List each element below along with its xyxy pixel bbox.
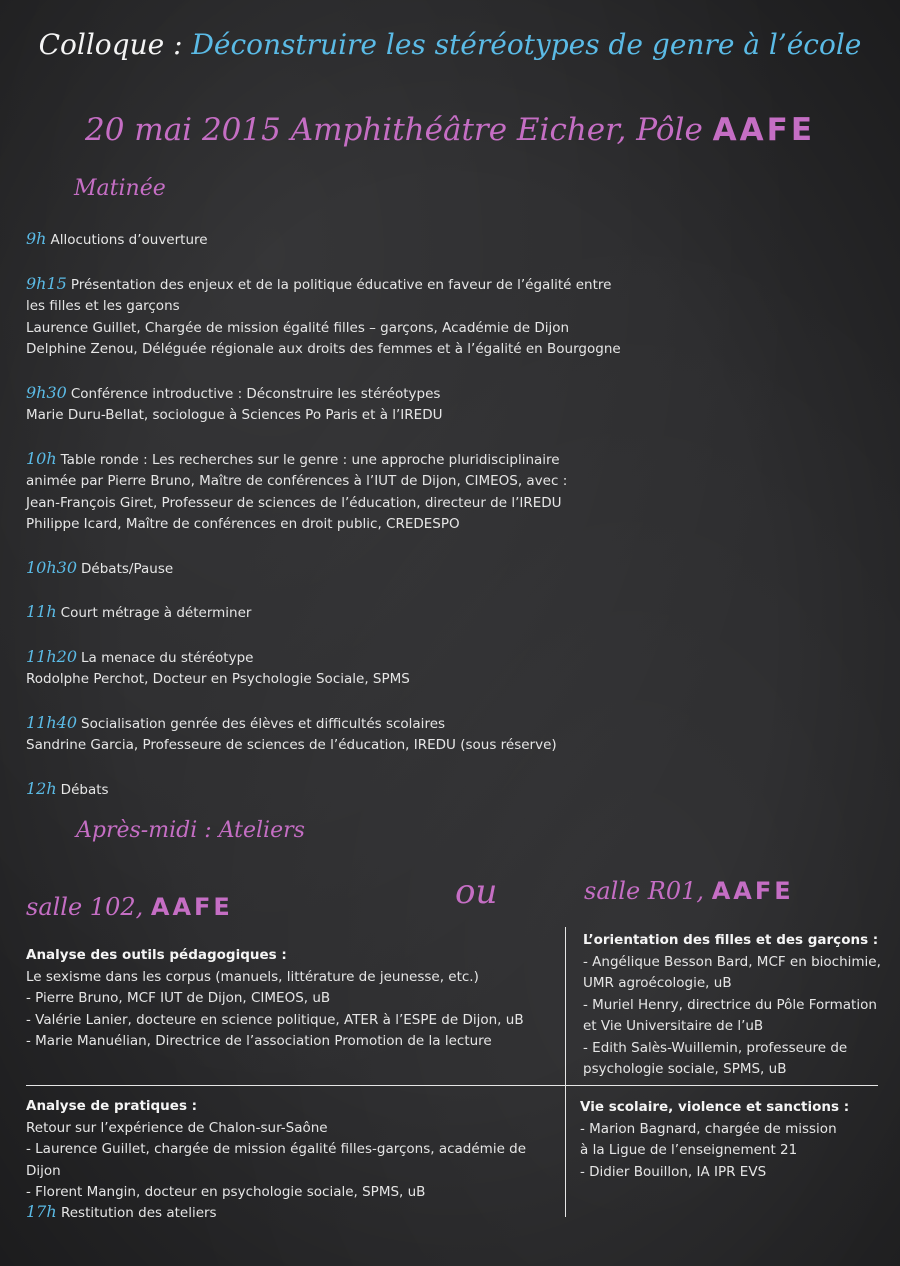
program-detail — [26, 514, 646, 536]
morning-program — [26, 228, 646, 822]
program-item — [26, 557, 646, 581]
workshop-line: Retour sur l’expérience de Chalon-sur-Saône — [26, 1119, 328, 1136]
program-time: 10h — [26, 448, 57, 468]
right-room-org: AAFE — [711, 877, 794, 905]
program-detail — [26, 405, 646, 427]
page-title — [0, 28, 900, 61]
program-title — [26, 601, 646, 625]
program-text: animée par Pierre Bruno, Maître de conférences à l’IUT de Dijon, CIMEOS, avec : — [26, 473, 568, 489]
event-date — [0, 112, 900, 148]
workshop-lines — [26, 967, 558, 1053]
afternoon-heading: Après-midi : Ateliers — [76, 818, 305, 843]
program-item — [26, 646, 646, 691]
workshop-top-right — [583, 930, 883, 1081]
program-time: 12h — [26, 778, 57, 798]
workshop-heading: L’orientation des filles et des garçons : — [583, 932, 879, 948]
date-text: 20 mai 2015 Amphithéâtre Eicher, Pôle — [85, 112, 703, 148]
title-prefix: Colloque : — [38, 28, 183, 61]
program-item — [26, 228, 646, 252]
program-text: les filles et les garçons — [26, 298, 180, 314]
workshop-line: et Vie Universitaire de l’uB — [583, 1018, 764, 1034]
program-text: Conférence introductive : Déconstruire les stéréotypes — [70, 385, 441, 402]
workshop-heading: Vie scolaire, violence et sanctions : — [580, 1099, 850, 1115]
program-time: 9h15 — [26, 273, 67, 293]
workshop-line: - Didier Bouillon, IA IPR EVS — [580, 1163, 767, 1180]
program-text: Débats/Pause — [81, 560, 174, 577]
or-separator: ou — [455, 872, 498, 912]
right-room-text: salle R01, — [584, 877, 705, 905]
date-org: AAFE — [712, 112, 815, 148]
left-room — [26, 893, 233, 921]
program-detail — [26, 471, 646, 493]
program-detail — [26, 493, 646, 515]
morning-heading: Matinée — [74, 176, 166, 201]
program-title — [26, 448, 646, 472]
workshop-line: - Edith Salès-Wuillemin, professeure de — [583, 1039, 848, 1056]
program-text: Court métrage à déterminer — [60, 605, 252, 621]
program-title — [26, 557, 646, 581]
program-title — [26, 778, 646, 802]
workshop-heading: Analyse des outils pédagogiques : — [26, 947, 287, 963]
workshop-heading: Analyse de pratiques : — [26, 1098, 198, 1114]
program-text: Débats — [60, 781, 109, 798]
program-item — [26, 448, 646, 536]
program-title — [26, 712, 646, 736]
program-text: Socialisation genrée des élèves et difficultés scolaires — [81, 715, 446, 732]
program-detail — [26, 296, 646, 318]
program-item — [26, 778, 646, 802]
workshop-bottom-left — [26, 1096, 561, 1204]
program-item — [26, 382, 646, 427]
program-text: Delphine Zenou, Déléguée régionale aux droits des femmes et à l’égalité en Bourgogne — [26, 341, 621, 357]
program-text: Laurence Guillet, Chargée de mission égalité filles – garçons, Académie de Dijon — [26, 319, 570, 336]
workshop-line: - Florent Mangin, docteur en psychologie sociale, SPMS, uB — [26, 1184, 426, 1200]
workshop-line: psychologie sociale, SPMS, uB — [583, 1061, 787, 1077]
program-detail — [26, 339, 646, 361]
program-item — [26, 601, 646, 625]
workshop-line: - Marion Bagnard, chargée de mission — [580, 1120, 837, 1137]
program-detail — [26, 318, 646, 340]
program-title — [26, 646, 646, 670]
left-room-text: salle 102, — [26, 893, 144, 921]
workshop-lines — [26, 1118, 561, 1204]
horizontal-divider — [26, 1085, 878, 1086]
program-text: Sandrine Garcia, Professeure de sciences de l’éducation, IREDU (sous réserve) — [26, 737, 557, 753]
program-text: La menace du stéréotype — [81, 649, 254, 666]
program-time: 11h20 — [26, 646, 78, 666]
program-detail — [26, 735, 646, 757]
program-item — [26, 712, 646, 757]
program-text: Marie Duru-Bellat, sociologue à Sciences Po Paris et à l’IREDU — [26, 407, 443, 423]
program-time: 9h30 — [26, 382, 67, 402]
closing-text: Restitution des ateliers — [60, 1205, 217, 1221]
workshop-bottom-right — [580, 1097, 880, 1183]
workshop-line: - Marie Manuélian, Directrice de l’association Promotion de la lecture — [26, 1033, 492, 1049]
program-time: 11h — [26, 602, 57, 621]
program-text: Philippe Icard, Maître de conférences en droit public, CREDESPO — [26, 516, 460, 532]
title-main: Déconstruire les stéréotypes de genre à l’école — [191, 28, 862, 61]
program-title — [26, 382, 646, 406]
workshop-top-left — [26, 945, 558, 1053]
program-time: 10h30 — [26, 557, 78, 577]
closing-item — [26, 1201, 217, 1225]
program-text: Rodolphe Perchot, Docteur en Psychologie Sociale, SPMS — [26, 671, 410, 687]
right-room — [584, 877, 794, 905]
workshop-line: - Laurence Guillet, chargée de mission égalité filles-garçons, académie de Dijon — [26, 1141, 527, 1179]
vertical-divider — [565, 927, 566, 1217]
workshop-lines — [583, 952, 883, 1081]
program-detail — [26, 669, 646, 691]
program-time: 11h40 — [26, 712, 78, 732]
program-time: 9h — [26, 229, 47, 248]
program-text: Jean-François Giret, Professeur de sciences de l’éducation, directeur de l’IREDU — [26, 494, 562, 511]
program-title — [26, 228, 646, 252]
workshop-line: Le sexisme dans les corpus (manuels, littérature de jeunesse, etc.) — [26, 968, 479, 985]
program-text: Présentation des enjeux et de la politique éducative en faveur de l’égalité entre — [70, 276, 612, 293]
program-title — [26, 273, 646, 297]
left-room-org: AAFE — [150, 893, 233, 921]
program-text: Allocutions d’ouverture — [50, 232, 208, 248]
program-text: Table ronde : Les recherches sur le genre : une approche pluridisciplinaire — [60, 451, 560, 468]
workshop-line: - Angélique Besson Bard, MCF en biochimie, — [583, 953, 881, 970]
closing-time: 17h — [26, 1202, 57, 1221]
workshop-line: - Muriel Henry, directrice du Pôle Formation — [583, 996, 877, 1013]
workshop-line: UMR agroécologie, uB — [583, 975, 732, 991]
workshop-lines — [580, 1119, 880, 1184]
program-item — [26, 273, 646, 361]
workshop-line: - Pierre Bruno, MCF IUT de Dijon, CIMEOS, uB — [26, 990, 331, 1006]
workshop-line: à la Ligue de l’enseignement 21 — [580, 1142, 798, 1158]
workshop-line: - Valérie Lanier, docteure en science politique, ATER à l’ESPE de Dijon, uB — [26, 1011, 524, 1028]
